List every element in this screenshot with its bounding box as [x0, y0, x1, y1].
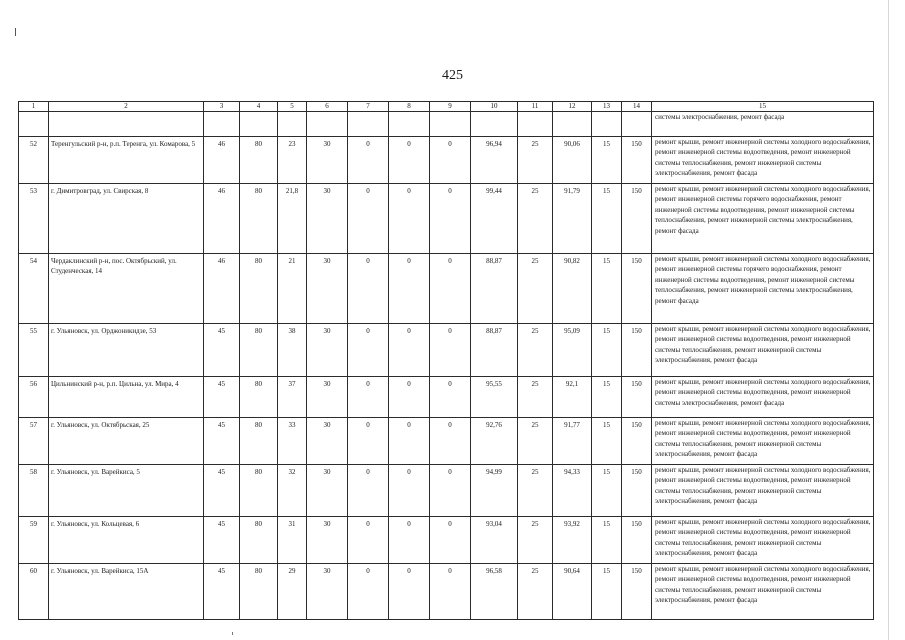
value-cell: 45 — [204, 517, 240, 564]
value-cell: 91,77 — [553, 418, 592, 465]
value-cell: 15 — [592, 254, 622, 324]
value-cell: 45 — [204, 465, 240, 517]
repair-works-cell: ремонт крыши, ремонт инженерной системы холодного водоснабжения, ремонт инженерной системы водоотведения, ремонт инженерной системы теплоснабжения, ремонт инженерной системы электроснабжения, ремонт фасада — [652, 564, 874, 620]
value-cell: 23 — [278, 137, 307, 184]
value-cell: 96,94 — [471, 137, 518, 184]
value-cell: 0 — [389, 517, 430, 564]
value-cell: 25 — [518, 418, 553, 465]
value-cell: 25 — [518, 564, 553, 620]
value-cell: 92,1 — [553, 377, 592, 418]
value-cell: 150 — [622, 418, 652, 465]
value-cell: 80 — [240, 564, 278, 620]
value-cell: 25 — [518, 184, 553, 254]
row-number-cell: 53 — [19, 184, 49, 254]
value-cell: 80 — [240, 324, 278, 377]
value-cell: 21 — [278, 254, 307, 324]
value-cell: 25 — [518, 517, 553, 564]
value-cell: 15 — [592, 564, 622, 620]
value-cell: 0 — [430, 564, 471, 620]
value-cell: 45 — [204, 564, 240, 620]
value-cell: 0 — [348, 184, 389, 254]
value-cell: 80 — [240, 517, 278, 564]
value-cell: 25 — [518, 377, 553, 418]
address-cell: Теренгульский р-н, р.п. Теренга, ул. Комарова, 5 — [49, 137, 204, 184]
value-cell: 21,8 — [278, 184, 307, 254]
value-cell: 15 — [592, 377, 622, 418]
value-cell: 80 — [240, 137, 278, 184]
value-cell: 25 — [518, 254, 553, 324]
column-header: 13 — [592, 102, 622, 112]
column-header: 4 — [240, 102, 278, 112]
repair-works-cell: системы электроснабжения, ремонт фасада — [652, 112, 874, 137]
scan-edge — [888, 0, 889, 640]
value-cell: 0 — [430, 184, 471, 254]
value-cell: 0 — [348, 137, 389, 184]
value-cell: 150 — [622, 254, 652, 324]
address-cell: г. Ульяновск, ул. Варейкиса, 15А — [49, 564, 204, 620]
repair-works-cell: ремонт крыши, ремонт инженерной системы холодного водоснабжения, ремонт инженерной системы горячего водоснабжения, ремонт инженерной системы водоотведения, ремонт инженерной системы теплоснабжения, ремонт инженерной системы электроснабжения, ремонт фасада — [652, 254, 874, 324]
column-header: 6 — [307, 102, 348, 112]
value-cell: 46 — [204, 184, 240, 254]
value-cell: 99,44 — [471, 184, 518, 254]
address-cell: г. Ульяновск, ул. Орджоникидзе, 53 — [49, 324, 204, 377]
value-cell: 0 — [430, 324, 471, 377]
value-cell: 25 — [518, 324, 553, 377]
value-cell: 150 — [622, 377, 652, 418]
register-table — [18, 101, 874, 620]
value-cell: 0 — [348, 465, 389, 517]
repair-works-cell: ремонт крыши, ремонт инженерной системы холодного водоснабжения, ремонт инженерной системы горячего водоснабжения, ремонт инженерной системы водоотведения, ремонт инженерной системы теплоснабжения, ремонт инженерной системы электроснабжения, ремонт фасада — [652, 184, 874, 254]
value-cell: 30 — [307, 137, 348, 184]
row-number-cell: 56 — [19, 377, 49, 418]
value-cell: 150 — [622, 137, 652, 184]
value-cell: 90,06 — [553, 137, 592, 184]
column-number-row — [19, 102, 874, 112]
value-cell: 88,87 — [471, 324, 518, 377]
value-cell: 30 — [307, 324, 348, 377]
value-cell: 0 — [430, 517, 471, 564]
column-header: 3 — [204, 102, 240, 112]
value-cell: 31 — [278, 517, 307, 564]
value-cell: 45 — [204, 377, 240, 418]
value-cell: 80 — [240, 254, 278, 324]
value-cell: 30 — [307, 254, 348, 324]
value-cell: 80 — [240, 184, 278, 254]
value-cell: 0 — [430, 254, 471, 324]
value-cell: 29 — [278, 564, 307, 620]
value-cell: 30 — [307, 564, 348, 620]
value-cell: 94,33 — [553, 465, 592, 517]
row-number-cell: 59 — [19, 517, 49, 564]
value-cell: 15 — [592, 517, 622, 564]
column-header: 11 — [518, 102, 553, 112]
value-cell: 15 — [592, 324, 622, 377]
continuation-row — [19, 112, 874, 137]
table-row — [19, 184, 874, 254]
row-number-cell: 54 — [19, 254, 49, 324]
value-cell: 95,55 — [471, 377, 518, 418]
value-cell: 0 — [389, 254, 430, 324]
value-cell: 33 — [278, 418, 307, 465]
scan-mark — [15, 28, 16, 36]
value-cell: 150 — [622, 517, 652, 564]
value-cell: 30 — [307, 517, 348, 564]
value-cell: 80 — [240, 377, 278, 418]
value-cell: 0 — [348, 377, 389, 418]
value-cell: 0 — [430, 377, 471, 418]
repair-works-cell: ремонт крыши, ремонт инженерной системы холодного водоснабжения, ремонт инженерной системы водоотведения, ремонт инженерной системы теплоснабжения, ремонт инженерной системы электроснабжения, ремонт фасада — [652, 418, 874, 465]
table-row — [19, 137, 874, 184]
value-cell: 15 — [592, 137, 622, 184]
column-header: 15 — [652, 102, 874, 112]
value-cell: 25 — [518, 137, 553, 184]
repair-works-cell: ремонт крыши, ремонт инженерной системы холодного водоснабжения, ремонт инженерной системы водоотведения, ремонт инженерной системы теплоснабжения, ремонт инженерной системы электроснабжения, ремонт фасада — [652, 137, 874, 184]
value-cell: 32 — [278, 465, 307, 517]
table-row — [19, 324, 874, 377]
address-cell: Чердаклинский р-н, пос. Октябрьский, ул. Студенческая, 14 — [49, 254, 204, 324]
value-cell: 30 — [307, 184, 348, 254]
value-cell: 150 — [622, 564, 652, 620]
row-number-cell: 52 — [19, 137, 49, 184]
column-header: 8 — [389, 102, 430, 112]
value-cell: 38 — [278, 324, 307, 377]
page-number: 425 — [442, 68, 463, 83]
table-row — [19, 564, 874, 620]
address-cell: г. Ульяновск, ул. Октябрьская, 25 — [49, 418, 204, 465]
repair-works-cell: ремонт крыши, ремонт инженерной системы холодного водоснабжения, ремонт инженерной системы водоотведения, ремонт инженерной системы теплоснабжения, ремонт инженерной системы электроснабжения, ремонт фасада — [652, 324, 874, 377]
value-cell: 0 — [389, 184, 430, 254]
table-row — [19, 517, 874, 564]
value-cell: 94,99 — [471, 465, 518, 517]
value-cell: 0 — [430, 418, 471, 465]
value-cell: 90,82 — [553, 254, 592, 324]
value-cell: 88,87 — [471, 254, 518, 324]
value-cell: 0 — [389, 137, 430, 184]
value-cell: 0 — [348, 517, 389, 564]
column-header: 9 — [430, 102, 471, 112]
table-row — [19, 377, 874, 418]
column-header: 5 — [278, 102, 307, 112]
table-row — [19, 465, 874, 517]
value-cell: 30 — [307, 377, 348, 418]
repair-works-cell: ремонт крыши, ремонт инженерной системы холодного водоснабжения, ремонт инженерной системы водоотведения, ремонт инженерной системы электроснабжения, ремонт фасада — [652, 377, 874, 418]
value-cell: 0 — [348, 418, 389, 465]
value-cell: 15 — [592, 184, 622, 254]
repair-works-cell: ремонт крыши, ремонт инженерной системы холодного водоснабжения, ремонт инженерной системы водоотведения, ремонт инженерной системы теплоснабжения, ремонт инженерной системы электроснабжения, ремонт фасада — [652, 517, 874, 564]
column-header: 10 — [471, 102, 518, 112]
row-number-cell: 55 — [19, 324, 49, 377]
value-cell: 80 — [240, 418, 278, 465]
repair-works-cell: ремонт крыши, ремонт инженерной системы холодного водоснабжения, ремонт инженерной системы водоотведения, ремонт инженерной системы теплоснабжения, ремонт инженерной системы электроснабжения, ремонт фасада — [652, 465, 874, 517]
table-row — [19, 418, 874, 465]
value-cell: 93,04 — [471, 517, 518, 564]
value-cell: 0 — [348, 564, 389, 620]
value-cell: 95,09 — [553, 324, 592, 377]
value-cell: 0 — [348, 254, 389, 324]
column-header: 2 — [49, 102, 204, 112]
row-number-cell: 57 — [19, 418, 49, 465]
value-cell: 0 — [430, 137, 471, 184]
value-cell: 150 — [622, 184, 652, 254]
value-cell: 150 — [622, 324, 652, 377]
column-header: 7 — [348, 102, 389, 112]
value-cell: 25 — [518, 465, 553, 517]
value-cell: 80 — [240, 465, 278, 517]
value-cell: 92,76 — [471, 418, 518, 465]
row-number-cell: 60 — [19, 564, 49, 620]
value-cell: 46 — [204, 254, 240, 324]
value-cell: 93,92 — [553, 517, 592, 564]
value-cell: 45 — [204, 324, 240, 377]
value-cell: 0 — [389, 564, 430, 620]
row-number-cell: 58 — [19, 465, 49, 517]
value-cell: 0 — [430, 465, 471, 517]
value-cell: 0 — [389, 465, 430, 517]
column-header: 1 — [19, 102, 49, 112]
address-cell: г. Димитровград, ул. Свирская, 8 — [49, 184, 204, 254]
value-cell: 96,58 — [471, 564, 518, 620]
column-header: 14 — [622, 102, 652, 112]
address-cell: Цильнинский р-н, р.п. Цильна, ул. Мира, 4 — [49, 377, 204, 418]
value-cell: 45 — [204, 418, 240, 465]
value-cell: 15 — [592, 418, 622, 465]
value-cell: 91,79 — [553, 184, 592, 254]
value-cell: 90,64 — [553, 564, 592, 620]
value-cell: 37 — [278, 377, 307, 418]
value-cell: 30 — [307, 465, 348, 517]
value-cell: 15 — [592, 465, 622, 517]
value-cell: 150 — [622, 465, 652, 517]
value-cell: 0 — [348, 324, 389, 377]
value-cell: 0 — [389, 377, 430, 418]
value-cell: 0 — [389, 418, 430, 465]
address-cell: г. Ульяновск, ул. Варейкиса, 5 — [49, 465, 204, 517]
table-row — [19, 254, 874, 324]
value-cell: 46 — [204, 137, 240, 184]
scan-mark — [232, 632, 233, 635]
address-cell: г. Ульяновск, ул. Кольцевая, 6 — [49, 517, 204, 564]
column-header: 12 — [553, 102, 592, 112]
value-cell: 0 — [389, 324, 430, 377]
value-cell: 30 — [307, 418, 348, 465]
